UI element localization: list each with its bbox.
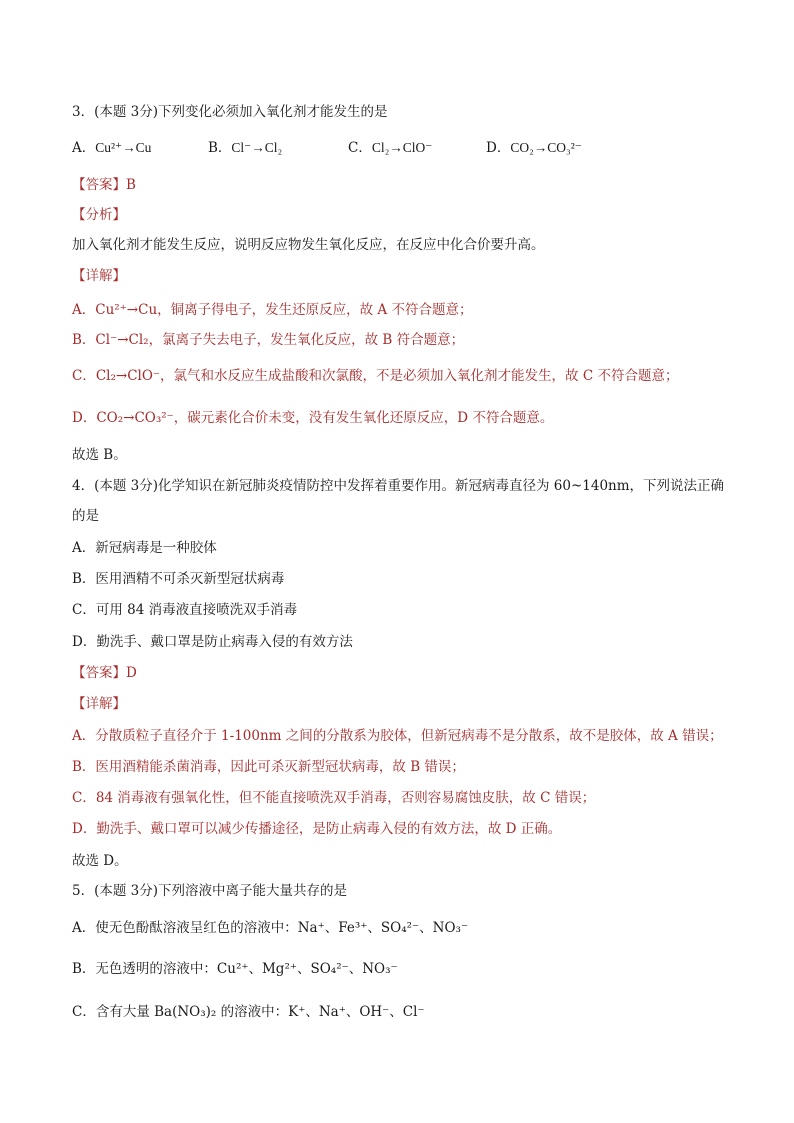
q4-detail-c: C．84 消毒液有强氧化性，但不能直接喷洗双手消毒，否则容易腐蚀皮肤，故 C 错误； bbox=[72, 790, 596, 806]
q4-stem-line1: 4．(本题 3分)化学知识在新冠肺炎疫情防控中发挥着重要作用。新冠病毒直径为 60~140nm，下列说法正确 bbox=[72, 478, 725, 494]
q3-option-a-text: Cu²⁺→Cu bbox=[95, 140, 152, 155]
q4-option-b: B．医用酒精不可杀灭新型冠状病毒 bbox=[72, 571, 285, 587]
q3-option-d bbox=[486, 138, 582, 158]
q3-answer: 【答案】B bbox=[72, 177, 136, 193]
q3-option-a-label: A． bbox=[72, 140, 96, 156]
q3-options-row bbox=[72, 138, 722, 160]
q3-detail-c: C．Cl₂→ClO⁻，氯气和水反应生成盐酸和次氯酸，不是必须加入氧化剂才能发生，故 C 不符合题意； bbox=[72, 368, 679, 384]
q3-detail-b: B．Cl⁻→Cl₂，氯离子失去电子，发生氧化反应，故 B 符合题意； bbox=[72, 332, 465, 348]
q4-option-d: D．勤洗手、戴口罩是防止病毒入侵的有效方法 bbox=[72, 634, 353, 650]
q3-analysis: 加入氧化剂才能发生反应，说明反应物发生氧化反应，在反应中化合价要升高。 bbox=[72, 237, 545, 253]
q3-detail-tag: 【详解】 bbox=[72, 268, 126, 284]
q3-stem: 3．(本题 3分)下列变化必须加入氧化剂才能发生的是 bbox=[72, 104, 388, 120]
q4-detail-tag: 【详解】 bbox=[72, 696, 126, 712]
q3-detail-a: A．Cu²⁺→Cu，铜离子得电子，发生还原反应，故 A 不符合题意； bbox=[72, 302, 473, 318]
q3-option-b-label: B． bbox=[208, 140, 232, 156]
q3-analysis-tag: 【分析】 bbox=[72, 207, 126, 223]
q5-stem: 5．(本题 3分)下列溶液中离子能大量共存的是 bbox=[72, 883, 348, 899]
q3-option-a bbox=[72, 138, 151, 158]
q3-conclusion: 故选 B。 bbox=[72, 447, 127, 463]
q4-conclusion: 故选 D。 bbox=[72, 853, 128, 869]
q4-stem-line2: 的是 bbox=[72, 508, 99, 524]
q4-detail-b: B．医用酒精能杀菌消毒，因此可杀灭新型冠状病毒，故 B 错误； bbox=[72, 759, 465, 775]
q3-detail-d: D．CO₂→CO₃²⁻，碳元素化合价未变，没有发生氧化还原反应，D 不符合题意。 bbox=[72, 410, 554, 426]
q5-option-b: B．无色透明的溶液中：Cu²⁺、Mg²⁺、SO₄²⁻、NO₃⁻ bbox=[72, 961, 398, 977]
q4-option-c: C．可用 84 消毒液直接喷洗双手消毒 bbox=[72, 602, 298, 618]
q4-detail-a: A．分散质粒子直径介于 1-100nm 之间的分散系为胶体，但新冠病毒不是分散系，故不是胶体，故 A 错误； bbox=[72, 728, 723, 744]
q4-answer: 【答案】D bbox=[72, 665, 137, 681]
q5-option-a: A．使无色酚酞溶液呈红色的溶液中：Na⁺、Fe³⁺、SO₄²⁻、NO₃⁻ bbox=[72, 920, 469, 936]
q3-option-c-label: C． bbox=[348, 140, 372, 156]
q3-option-c bbox=[348, 138, 432, 158]
q3-option-b bbox=[208, 138, 282, 158]
q4-detail-d: D．勤洗手、戴口罩可以减少传播途径，是防止病毒入侵的有效方法，故 D 正确。 bbox=[72, 821, 562, 837]
q5-option-c: C．含有大量 Ba(NO₃)₂ 的溶液中：K⁺、Na⁺、OH⁻、Cl⁻ bbox=[72, 1004, 425, 1020]
q3-option-d-text: CO₂→CO₃²⁻ bbox=[510, 140, 582, 155]
q3-option-c-text: Cl₂→ClO⁻ bbox=[371, 140, 433, 155]
q3-option-b-text: Cl⁻→Cl₂ bbox=[231, 140, 283, 155]
q4-option-a: A．新冠病毒是一种胶体 bbox=[72, 540, 217, 556]
q3-option-d-label: D． bbox=[486, 140, 511, 156]
